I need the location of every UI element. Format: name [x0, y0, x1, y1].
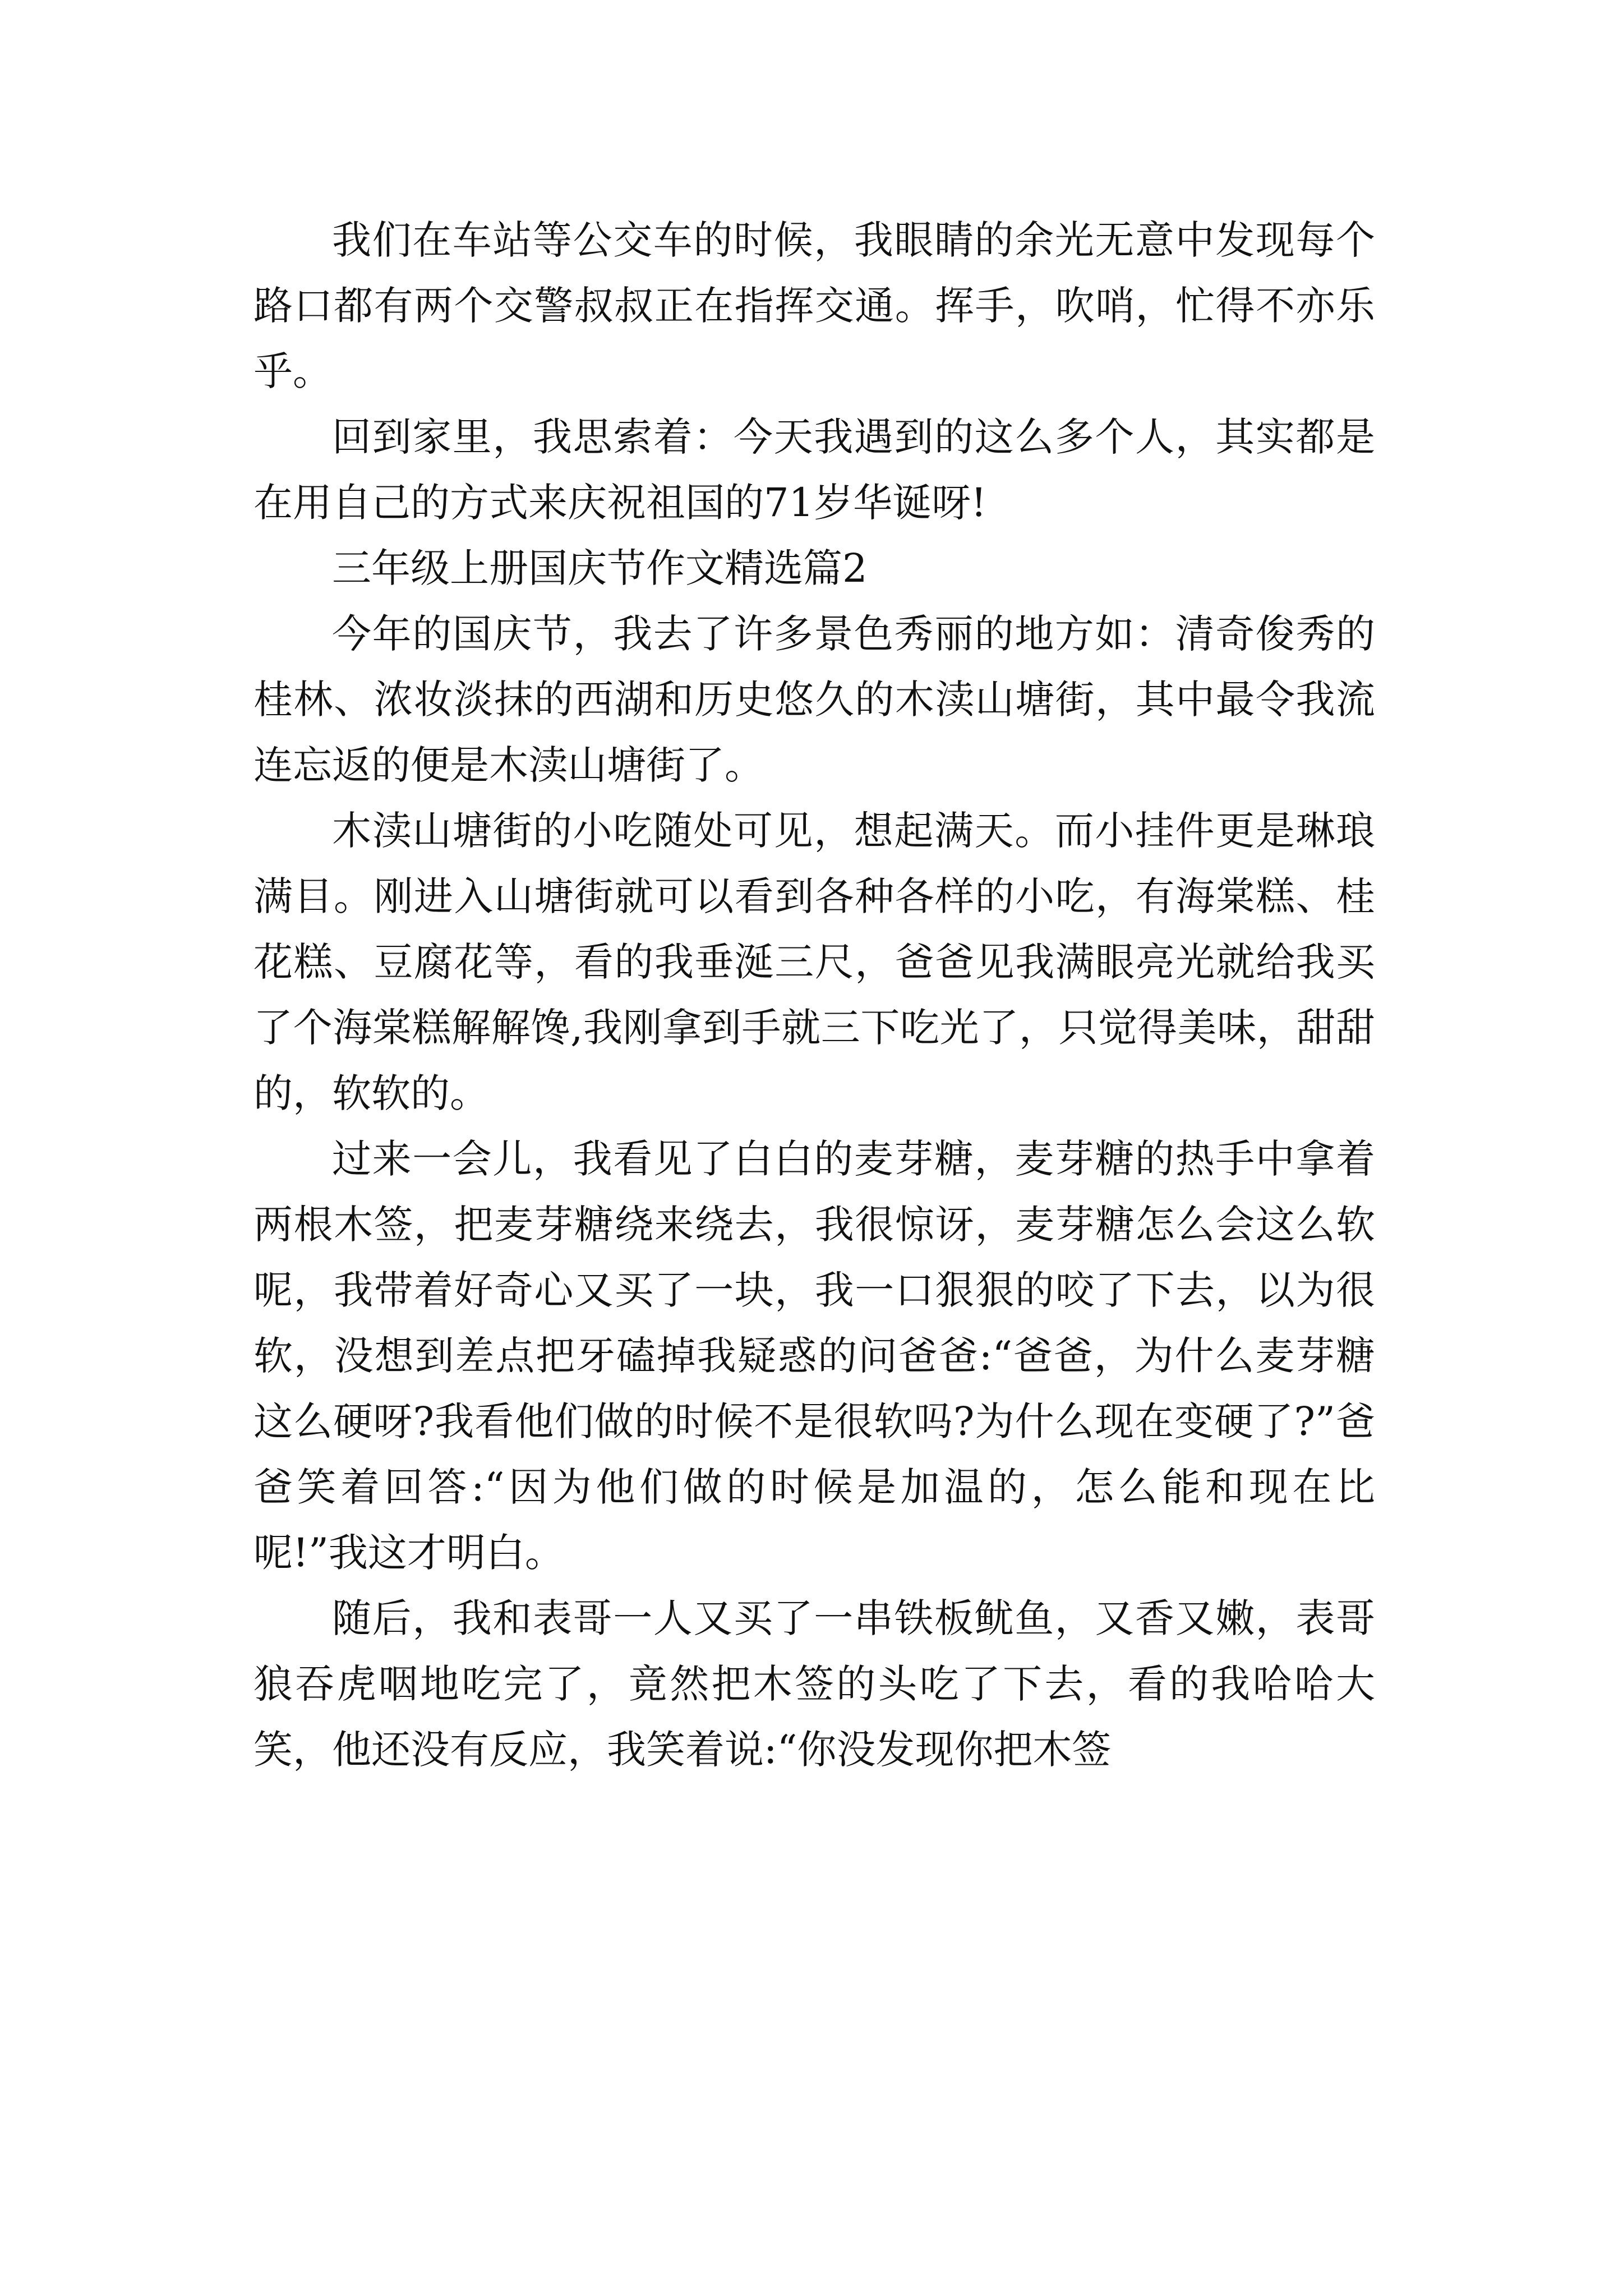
- paragraph-snacks: 木渎山塘街的小吃随处可见，想起满天。而小挂件更是琳琅满目。刚进入山塘街就可以看到各种各样的小吃，有海棠糕、桂花糕、豆腐花等，看的我垂涎三尺，爸爸见我满眼亮光就给我买了个海棠糕解解馋,我刚拿到手就三下吃光了，只觉得美味，甜甜的，软软的。: [253, 808, 1375, 1116]
- document-body: [253, 208, 1375, 1783]
- paragraph-celebration: 回到家里，我思索着：今天我遇到的这么多个人，其实都是在用自己的方式来庆祝祖国的71岁华诞呀!: [253, 414, 1375, 526]
- paragraph-traffic-police: 我们在车站等公交车的时候，我眼睛的余光无意中发现每个路口都有两个交警叔叔正在指挥交通。挥手，吹哨，忙得不亦乐乎。: [253, 217, 1375, 394]
- paragraph-national-day-trip: 今年的国庆节，我去了许多景色秀丽的地方如：清奇俊秀的桂林、浓妆淡抹的西湖和历史悠久的木渎山塘街，其中最令我流连忘返的便是木渎山塘街了。: [253, 611, 1375, 788]
- paragraph-maltose-candy: 过来一会儿，我看见了白白的麦芽糖，麦芽糖的热手中拿着两根木签，把麦芽糖绕来绕去，我很惊讶，麦芽糖怎么会这么软呢，我带着好奇心又买了一块，我一口狠狠的咬了下去，以为很软，没想到差点把牙磕掉我疑惑的问爸爸:“爸爸，为什么麦芽糖这么硬呀?我看他们做的时候不是很软吗?为什么现在变硬了?”爸爸笑着回答:“因为他们做的时候是加温的，怎么能和现在比呢!”我这才明白。: [253, 1136, 1375, 1576]
- paragraph-squid: 随后，我和表哥一人又买了一串铁板鱿鱼，又香又嫩，表哥狼吞虎咽地吃完了，竟然把木签的头吃了下去，看的我哈哈大笑，他还没有反应，我笑着说:“你没发现你把木签: [253, 1595, 1375, 1773]
- section-heading: 三年级上册国庆节作文精选篇2: [332, 545, 868, 591]
